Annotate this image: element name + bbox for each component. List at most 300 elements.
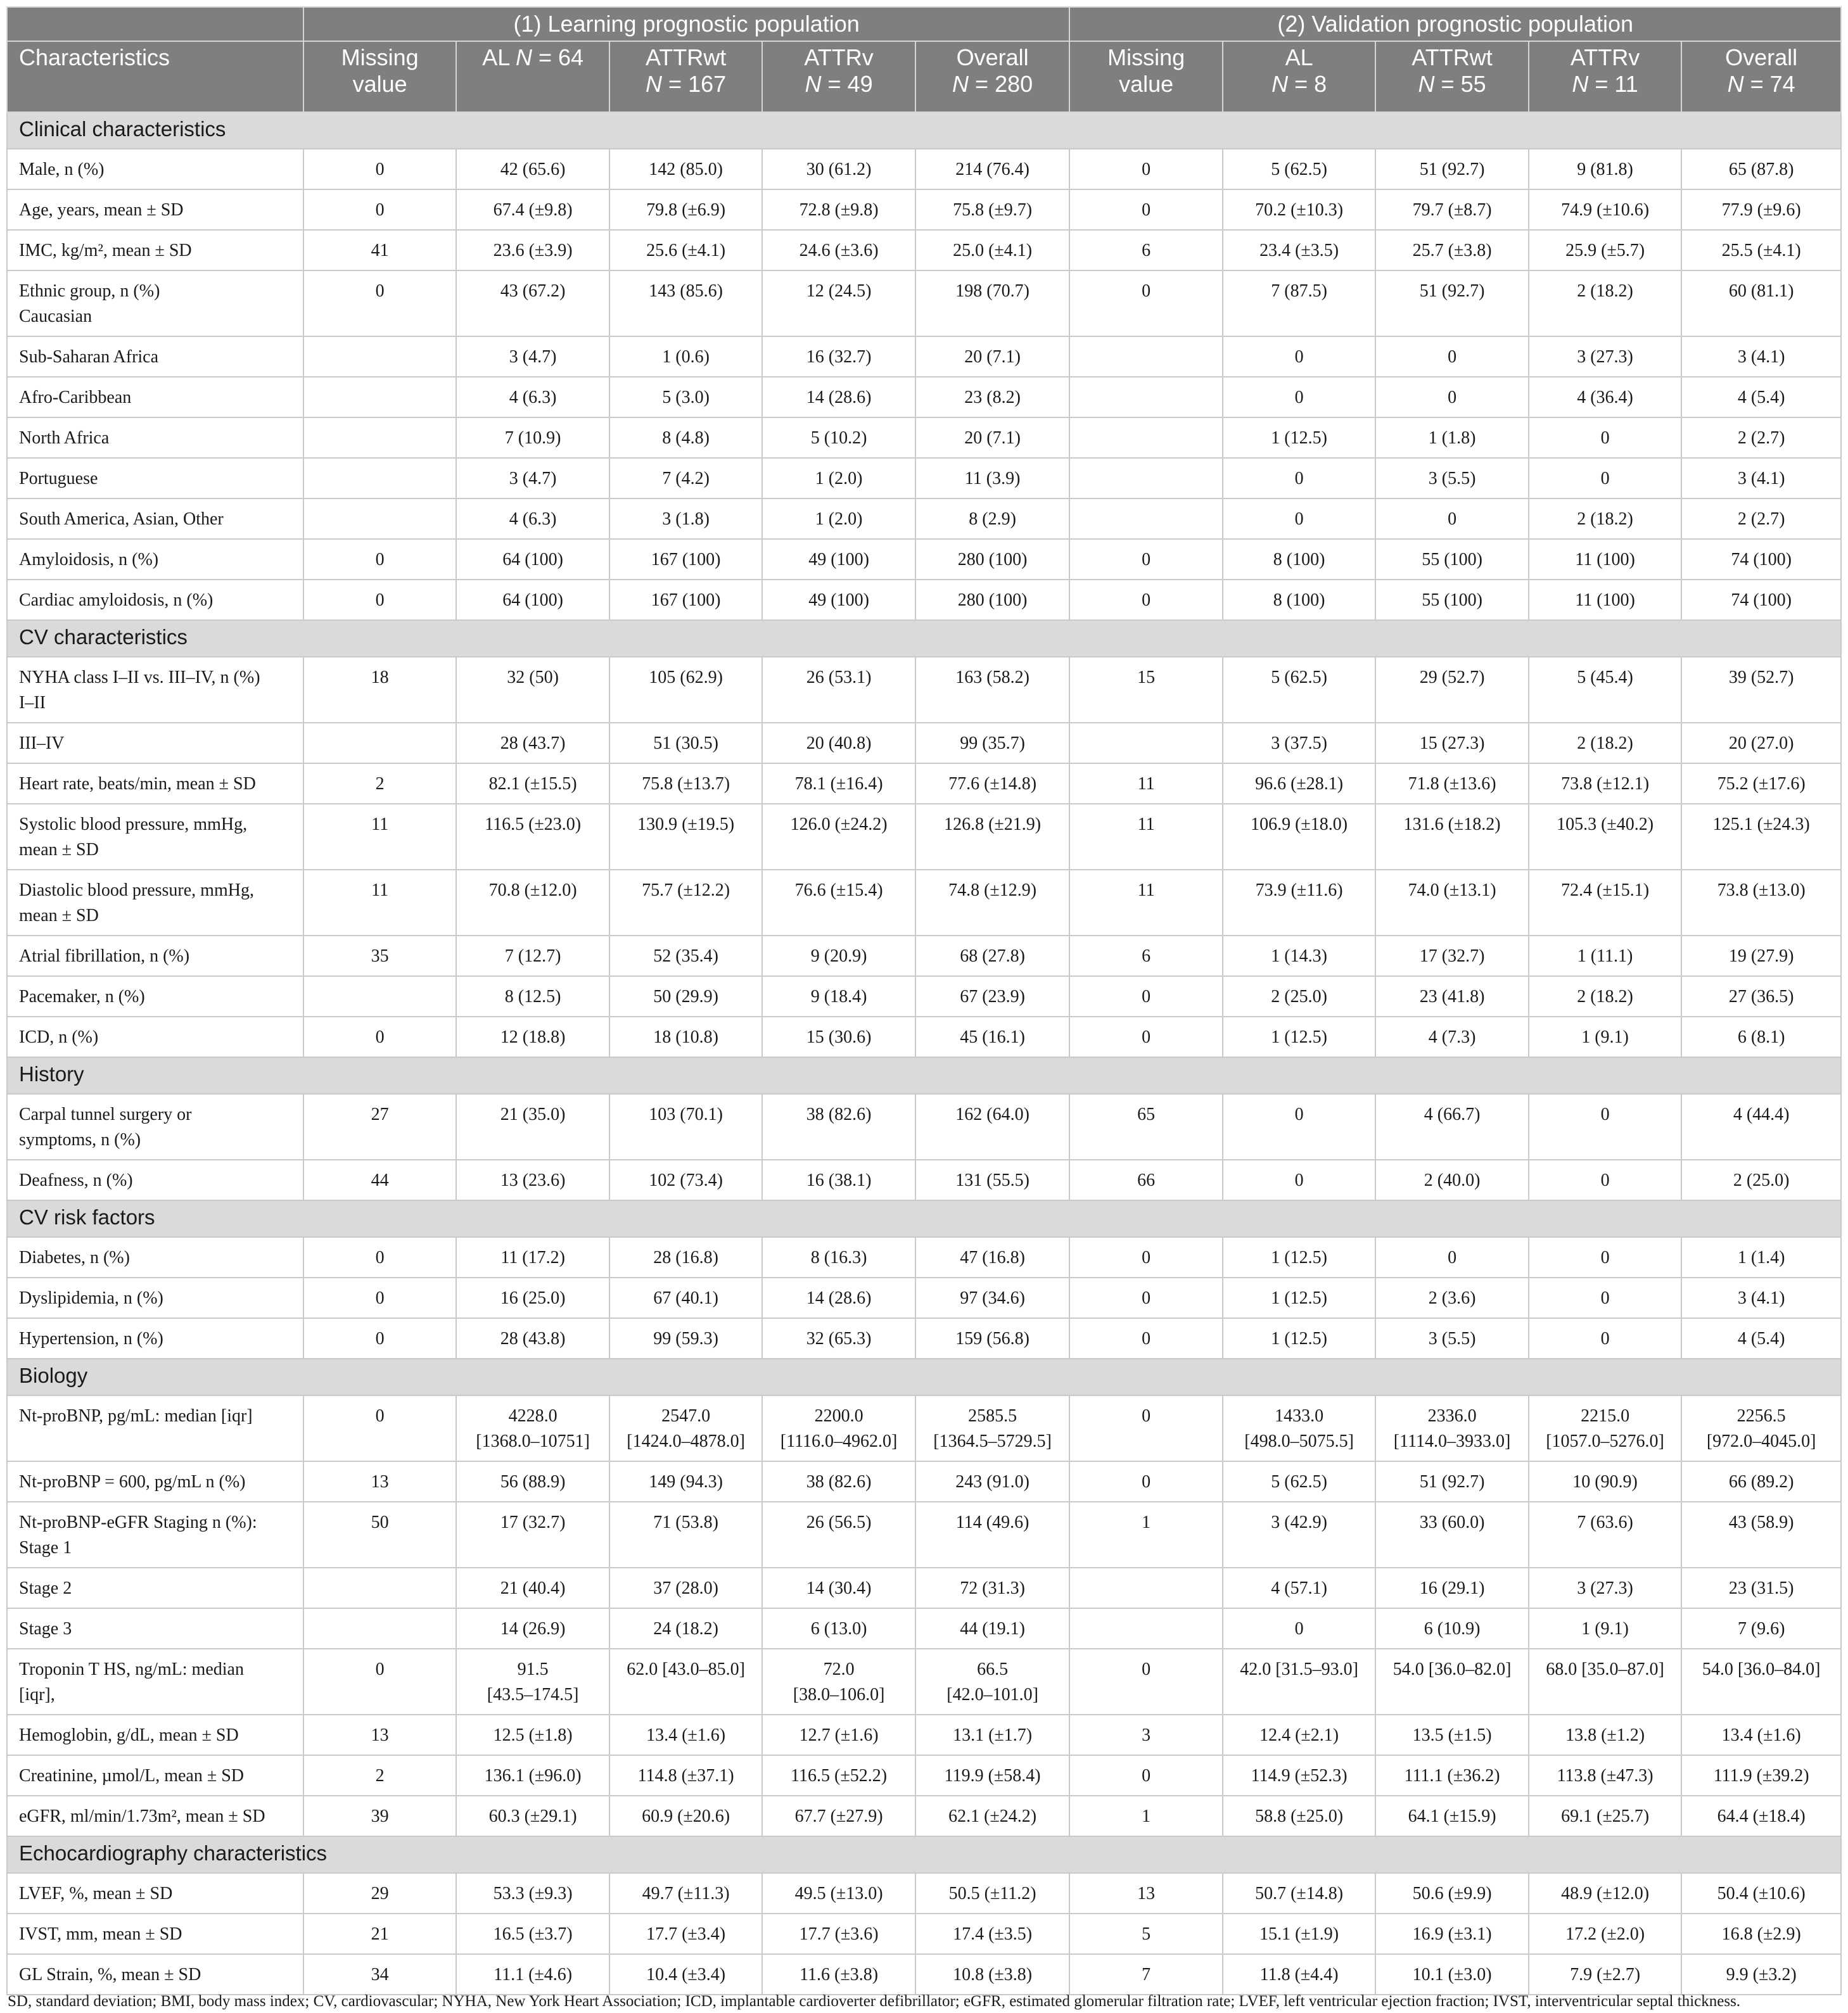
row-label [7,1649,303,1715]
table-cell: 243 (91.0) [915,1461,1070,1502]
table-cell: 1 (2.0) [762,498,915,539]
table-cell: 1 (12.5) [1223,417,1375,458]
table-cell: 20 (27.0) [1681,723,1841,763]
table-row [7,657,1841,723]
row-label-text: Heart rate, beats/min, mean ± SD [19,774,256,794]
table-cell: 15 [1069,657,1222,723]
table-cell: 113.8 (±47.3) [1529,1755,1681,1796]
table-row [7,539,1841,580]
table-cell: 111.9 (±39.2) [1681,1755,1841,1796]
table-cell: 71.8 (±13.6) [1375,763,1528,804]
table-cell: 55 (100) [1375,580,1528,620]
table-cell: 3 (4.1) [1681,1278,1841,1318]
table-cell: 49 (100) [762,539,915,580]
n-label: N [515,44,532,70]
table-cell: 0 [1529,1278,1681,1318]
table-cell: 13.8 (±1.2) [1529,1715,1681,1755]
table-cell: 72.4 (±15.1) [1529,870,1681,936]
table-cell [1069,498,1222,539]
table-row [7,763,1841,804]
row-label [7,976,303,1017]
table-row [7,1318,1841,1359]
overall-label: Overall [956,44,1029,70]
equals-sign: = [1588,71,1615,97]
row-label-text: NYHA class I–II vs. III–IV, n (%) [19,668,260,687]
row-label [7,1502,303,1568]
table-cell: 12.4 (±2.1) [1223,1715,1375,1755]
table-cell: 3 (37.5) [1223,723,1375,763]
table-cell: 0 [303,1318,456,1359]
table-cell: 20 (7.1) [915,336,1070,377]
table-cell: 0 [303,580,456,620]
row-label [7,270,303,336]
table-cell: 5 (3.0) [609,377,762,417]
table-cell: 0 [303,1017,456,1057]
table-cell: 103 (70.1) [609,1094,762,1160]
validation-overall-header [1681,41,1841,112]
table-cell: 0 [1069,1278,1222,1318]
table-cell: 0 [1069,1017,1222,1057]
section-title: Clinical characteristics [7,112,1841,149]
table-cell: 54.0 [36.0–84.0] [1681,1649,1841,1715]
table-cell: 32 (50) [456,657,609,723]
table-cell: 58.8 (±25.0) [1223,1796,1375,1836]
table-cell: 53.3 (±9.3) [456,1873,609,1914]
characteristics-table [6,6,1842,1995]
section-row [7,1057,1841,1094]
table-cell: 67.7 (±27.9) [762,1796,915,1836]
table-row [7,458,1841,498]
table-cell: 60.3 (±29.1) [456,1796,609,1836]
learning-attrv-header [762,41,915,112]
table-row [7,936,1841,976]
table-cell: 13.4 (±1.6) [1681,1715,1841,1755]
section-title: Biology [7,1359,1841,1395]
row-label-text: Age, years, mean ± SD [19,200,184,220]
table-cell: 44 [303,1160,456,1200]
row-label-text: Diastolic blood pressure, mmHg, [19,880,254,900]
table-cell [1069,336,1222,377]
table-cell: 9.9 (±3.2) [1681,1954,1841,1995]
table-cell: 2 (25.0) [1681,1160,1841,1200]
table-cell: 116.5 (±52.2) [762,1755,915,1796]
table-cell: 20 (40.8) [762,723,915,763]
row-label-text: Nt-proBNP-eGFR Staging n (%): [19,1513,257,1532]
table-cell: 23 (31.5) [1681,1568,1841,1608]
table-cell: 131.6 (±18.2) [1375,804,1528,870]
table-cell: 4 (57.1) [1223,1568,1375,1608]
table-cell: 102 (73.4) [609,1160,762,1200]
equals-sign: = [1288,71,1315,97]
header-spacer [7,7,303,41]
missing-line-2: value [1119,71,1174,97]
table-row [7,870,1841,936]
row-label [7,1237,303,1278]
table-cell: 0 [1069,1237,1222,1278]
section-title: Echocardiography characteristics [7,1836,1841,1873]
learning-overall-header [915,41,1070,112]
table-cell: 131 (55.5) [915,1160,1070,1200]
row-label-text: GL Strain, %, mean ± SD [19,1965,201,1984]
section-title: CV risk factors [7,1200,1841,1237]
table-cell: 10.4 (±3.4) [609,1954,762,1995]
table-cell: 0 [1223,336,1375,377]
table-cell: 1 (2.0) [762,458,915,498]
table-cell: 4 (66.7) [1375,1094,1528,1160]
table-cell: 4228.0 [1368.0–10751] [456,1395,609,1461]
table-cell: 72.8 (±9.8) [762,189,915,230]
table-cell: 1 (12.5) [1223,1278,1375,1318]
table-cell: 114.8 (±37.1) [609,1755,762,1796]
missing-line-2: value [352,71,407,97]
table-cell: 5 (62.5) [1223,657,1375,723]
header-group-row [7,7,1841,41]
table-cell: 1 (12.5) [1223,1017,1375,1057]
table-cell: 76.6 (±15.4) [762,870,915,936]
table-row [7,270,1841,336]
row-label-text: Creatinine, µmol/L, mean ± SD [19,1766,244,1786]
table-cell: 39 [303,1796,456,1836]
table-cell: 15 (27.3) [1375,723,1528,763]
section-row [7,1359,1841,1395]
table-cell: 39 (52.7) [1681,657,1841,723]
row-label [7,377,303,417]
table-cell: 0 [1069,976,1222,1017]
row-label-text: Pacemaker, n (%) [19,987,145,1006]
validation-group-header: (2) Validation prognostic population [1069,7,1841,41]
table-row [7,1395,1841,1461]
table-cell: 0 [303,149,456,189]
table-cell: 73.9 (±11.6) [1223,870,1375,936]
attrwt-label: ATTRwt [645,44,727,70]
row-sublabel-text: I–II [19,693,46,713]
table-row [7,1914,1841,1954]
table-cell: 51 (92.7) [1375,149,1528,189]
table-cell: 0 [1069,580,1222,620]
table-cell: 143 (85.6) [609,270,762,336]
row-label-text: Troponin T HS, ng/mL: median [19,1660,244,1679]
table-cell: 0 [1529,1318,1681,1359]
row-label [7,458,303,498]
table-cell: 24 (18.2) [609,1608,762,1649]
table-cell: 7 (63.6) [1529,1502,1681,1568]
table-cell: 77.6 (±14.8) [915,763,1070,804]
row-label [7,1318,303,1359]
table-cell: 1 [1069,1796,1222,1836]
table-row [7,189,1841,230]
table-cell: 43 (58.9) [1681,1502,1841,1568]
table-cell: 16 (38.1) [762,1160,915,1200]
table-cell: 7 [1069,1954,1222,1995]
missing-line-1: Missing [1107,44,1185,70]
table-cell [1069,377,1222,417]
table-cell: 50 [303,1502,456,1568]
table-cell: 1 [1069,1502,1222,1568]
row-label-text: Afro-Caribbean [19,388,132,407]
table-cell: 8 (100) [1223,539,1375,580]
table-cell: 50.7 (±14.8) [1223,1873,1375,1914]
table-cell: 41 [303,230,456,270]
table-cell: 74.8 (±12.9) [915,870,1070,936]
table-cell: 14 (26.9) [456,1608,609,1649]
table-row [7,1461,1841,1502]
validation-attrwt-header [1375,41,1528,112]
table-cell: 91.5 [43.5–174.5] [456,1649,609,1715]
table-cell: 71 (53.8) [609,1502,762,1568]
row-label [7,1160,303,1200]
table-cell: 10 (90.9) [1529,1461,1681,1502]
table-cell: 159 (56.8) [915,1318,1070,1359]
overall-label: Overall [1725,44,1798,70]
learning-al-header [456,41,609,112]
table-cell: 2 [303,763,456,804]
table-cell: 167 (100) [609,580,762,620]
equals-sign: = [821,71,848,97]
table-cell: 3 (4.7) [456,458,609,498]
table-cell: 65 [1069,1094,1222,1160]
n-label: N [1727,71,1744,97]
table-cell: 25.6 (±4.1) [609,230,762,270]
table-cell: 4 (6.3) [456,498,609,539]
table-cell: 114 (49.6) [915,1502,1070,1568]
table-row [7,580,1841,620]
table-cell: 70.2 (±10.3) [1223,189,1375,230]
table-row [7,976,1841,1017]
table-cell: 1433.0 [498.0–5075.5] [1223,1395,1375,1461]
row-label [7,417,303,458]
table-cell: 13.4 (±1.6) [609,1715,762,1755]
table-cell: 1 (12.5) [1223,1318,1375,1359]
table-cell: 13 [303,1461,456,1502]
table-cell: 67 (23.9) [915,976,1070,1017]
table-cell: 56 (88.9) [456,1461,609,1502]
table-cell: 0 [1069,1649,1222,1715]
row-label-text: LVEF, %, mean ± SD [19,1884,173,1903]
row-label [7,1715,303,1755]
table-cell: 32 (65.3) [762,1318,915,1359]
table-cell: 7.9 (±2.7) [1529,1954,1681,1995]
table-cell: 0 [1223,1160,1375,1200]
table-cell: 15.1 (±1.9) [1223,1914,1375,1954]
table-cell: 0 [1529,1237,1681,1278]
table-cell: 18 (10.8) [609,1017,762,1057]
row-label [7,498,303,539]
table-row [7,1796,1841,1836]
table-cell: 0 [1069,270,1222,336]
table-row [7,1160,1841,1200]
row-label-text: Dyslipidemia, n (%) [19,1288,163,1308]
table-cell: 2 (2.7) [1681,498,1841,539]
table-cell: 0 [1223,377,1375,417]
table-cell [303,723,456,763]
table-cell: 10.8 (±3.8) [915,1954,1070,1995]
table-cell: 11 (100) [1529,580,1681,620]
table-cell: 5 (10.2) [762,417,915,458]
table-cell: 2585.5 [1364.5–5729.5] [915,1395,1070,1461]
learning-al-n: 64 [558,44,584,70]
table-cell: 130.9 (±19.5) [609,804,762,870]
table-cell: 0 [303,1649,456,1715]
table-cell: 6 [1069,230,1222,270]
learning-group-header: (1) Learning prognostic population [303,7,1069,41]
table-cell: 2 (18.2) [1529,723,1681,763]
table-cell: 55 (100) [1375,539,1528,580]
table-cell: 8 (12.5) [456,976,609,1017]
table-cell: 62.0 [43.0–85.0] [609,1649,762,1715]
table-cell: 38 (82.6) [762,1461,915,1502]
table-cell: 105 (62.9) [609,657,762,723]
table-cell: 73.8 (±12.1) [1529,763,1681,804]
row-label-text: Nt-proBNP, pg/mL: median [iqr] [19,1406,253,1426]
table-cell: 99 (59.3) [609,1318,762,1359]
table-cell: 11 (100) [1529,539,1681,580]
table-cell: 3 (5.5) [1375,1318,1528,1359]
table-cell: 3 (42.9) [1223,1502,1375,1568]
table-cell: 0 [1223,458,1375,498]
table-cell: 11 [1069,763,1222,804]
table-cell: 25.7 (±3.8) [1375,230,1528,270]
table-cell: 1 (9.1) [1529,1608,1681,1649]
table-cell: 2 [303,1755,456,1796]
table-row [7,417,1841,458]
table-cell: 12 (24.5) [762,270,915,336]
table-cell: 47 (16.8) [915,1237,1070,1278]
table-cell: 2 (3.6) [1375,1278,1528,1318]
row-label-text: Amyloidosis, n (%) [19,550,159,569]
table-cell: 0 [1529,1160,1681,1200]
table-cell: 82.1 (±15.5) [456,763,609,804]
table-cell [303,1608,456,1649]
table-header [7,7,1841,112]
table-cell [303,377,456,417]
table-cell: 65 (87.8) [1681,149,1841,189]
table-cell: 99 (35.7) [915,723,1070,763]
table-cell: 0 [1375,1237,1528,1278]
table-cell: 0 [1069,149,1222,189]
table-cell: 162 (64.0) [915,1094,1070,1160]
table-cell: 8 (16.3) [762,1237,915,1278]
table-body [7,112,1841,1995]
row-label [7,1755,303,1796]
row-label [7,1278,303,1318]
table-cell: 62.1 (±24.2) [915,1796,1070,1836]
table-cell: 17 (32.7) [1375,936,1528,976]
row-label [7,149,303,189]
section-row [7,1836,1841,1873]
row-label [7,1796,303,1836]
table-cell: 2 (18.2) [1529,976,1681,1017]
table-cell: 34 [303,1954,456,1995]
table-cell: 28 (43.7) [456,723,609,763]
table-cell: 1 (9.1) [1529,1017,1681,1057]
table-cell: 43 (67.2) [456,270,609,336]
row-label [7,723,303,763]
table-cell: 14 (28.6) [762,1278,915,1318]
table-cell: 7 (9.6) [1681,1608,1841,1649]
table-cell: 3 (4.7) [456,336,609,377]
table-cell: 0 [303,270,456,336]
table-row [7,336,1841,377]
table-cell: 116.5 (±23.0) [456,804,609,870]
table-cell: 66.5 [42.0–101.0] [915,1649,1070,1715]
n-label: N [1572,71,1589,97]
row-label [7,1461,303,1502]
table-cell: 24.6 (±3.6) [762,230,915,270]
table-cell: 0 [1069,189,1222,230]
table-cell: 126.8 (±21.9) [915,804,1070,870]
row-label [7,1954,303,1995]
table-cell: 28 (16.8) [609,1237,762,1278]
equals-sign: = [1743,71,1770,97]
table-cell: 0 [1529,1094,1681,1160]
row-label [7,1017,303,1057]
table-row [7,1502,1841,1568]
table-cell: 75.8 (±9.7) [915,189,1070,230]
equals-sign: = [532,44,558,70]
table-cell: 11.6 (±3.8) [762,1954,915,1995]
table-cell: 13 (23.6) [456,1160,609,1200]
row-label-text: Stage 2 [19,1578,72,1598]
row-label-text: Carpal tunnel surgery or [19,1105,192,1124]
validation-al-header [1223,41,1375,112]
table-cell [1069,417,1222,458]
row-label-text: Systolic blood pressure, mmHg, [19,815,248,834]
row-label-text: Hemoglobin, g/dL, mean ± SD [19,1725,239,1745]
table-cell: 3 (4.1) [1681,336,1841,377]
row-label-text: North Africa [19,428,110,448]
table-row [7,1094,1841,1160]
table-row [7,149,1841,189]
row-label [7,1914,303,1954]
learning-attrwt-header [609,41,762,112]
row-label-text: Atrial fibrillation, n (%) [19,946,190,966]
row-label-text: Sub-Saharan Africa [19,347,159,367]
validation-al-n: 8 [1314,71,1327,97]
equals-sign: = [969,71,995,97]
row-sublabel-text: Stage 1 [19,1538,72,1558]
table-cell [303,976,456,1017]
validation-attrwt-n: 55 [1460,71,1486,97]
table-cell: 45 (16.1) [915,1017,1070,1057]
table-cell: 23.6 (±3.9) [456,230,609,270]
table-cell: 0 [1069,1395,1222,1461]
table-cell: 11 (3.9) [915,458,1070,498]
table-cell: 280 (100) [915,580,1070,620]
table-cell: 1 (11.1) [1529,936,1681,976]
row-label-text: South America, Asian, Other [19,509,224,529]
table-cell: 66 (89.2) [1681,1461,1841,1502]
table-cell: 64.4 (±18.4) [1681,1796,1841,1836]
table-row [7,804,1841,870]
table-cell: 126.0 (±24.2) [762,804,915,870]
table-cell: 7 (12.7) [456,936,609,976]
table-cell: 67 (40.1) [609,1278,762,1318]
table-cell: 21 (40.4) [456,1568,609,1608]
table-cell: 60.9 (±20.6) [609,1796,762,1836]
table-cell: 0 [1375,336,1528,377]
section-row [7,112,1841,149]
attrv-label: ATTRv [804,44,874,70]
learning-attrwt-n: 167 [688,71,727,97]
table-cell: 70.8 (±12.0) [456,870,609,936]
table-cell: 4 (5.4) [1681,1318,1841,1359]
table-cell: 79.8 (±6.9) [609,189,762,230]
validation-attrv-n: 11 [1614,71,1638,97]
table-cell: 69.1 (±25.7) [1529,1796,1681,1836]
table-cell: 3 (1.8) [609,498,762,539]
row-label [7,336,303,377]
row-label [7,657,303,723]
